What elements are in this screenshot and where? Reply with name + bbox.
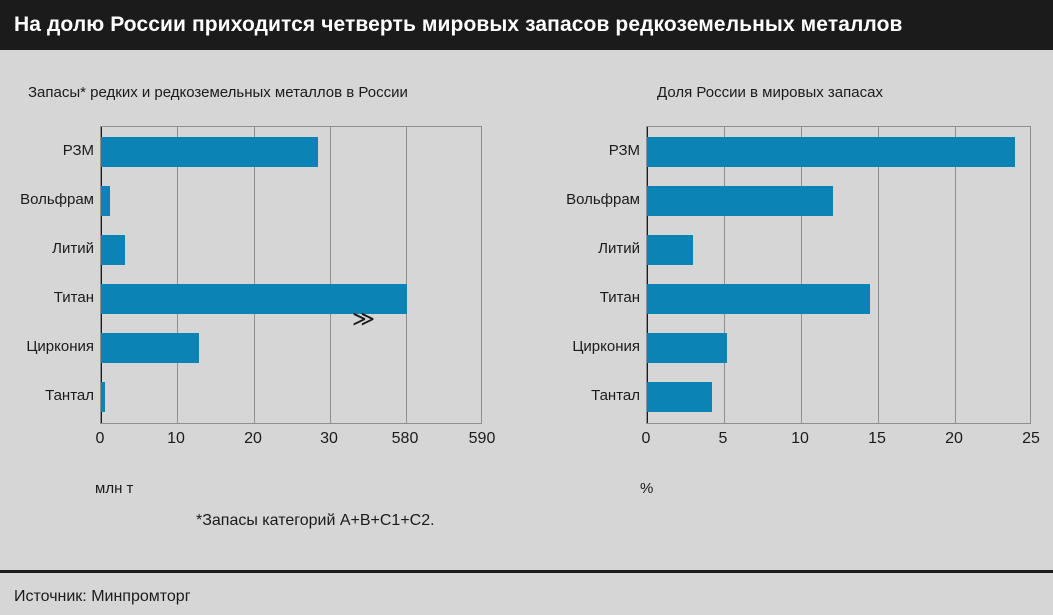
right-category-label: Тантал — [591, 387, 640, 404]
bar-volfram — [101, 186, 110, 216]
right-category-label: Циркония — [572, 338, 640, 355]
left-tick-label: 30 — [320, 430, 338, 447]
gridline — [177, 127, 178, 423]
right-value-axis — [647, 127, 648, 423]
right-category-label: РЗМ — [608, 142, 640, 159]
gridline — [878, 127, 879, 423]
left-category-label: Литий — [52, 240, 94, 257]
left-tick-label: 10 — [167, 430, 185, 447]
right-tick-label: 20 — [945, 430, 963, 447]
axis-break-icon: ≫ — [352, 306, 376, 331]
right-axis-unit: % — [640, 480, 654, 497]
right-category-label: Вольфрам — [566, 191, 640, 208]
bar-rzm — [101, 137, 318, 167]
bar-cirkonij — [647, 333, 727, 363]
left-category-label: Циркония — [26, 338, 94, 355]
left-tick-label: 590 — [468, 430, 496, 447]
left-tick-label: 580 — [391, 430, 419, 447]
right-tick-label: 25 — [1022, 430, 1040, 447]
right-category-label: Титан — [599, 289, 640, 306]
left-value-axis — [101, 127, 102, 423]
right-chart-panel — [527, 50, 1053, 570]
gridline — [724, 127, 725, 423]
left-tick-label: 20 — [244, 430, 262, 447]
bar-titan — [647, 284, 870, 314]
left-category-label: РЗМ — [62, 142, 94, 159]
bar-volfram — [647, 186, 833, 216]
bar-tantal — [647, 382, 712, 412]
right-tick-label: 0 — [641, 430, 651, 447]
gridline — [254, 127, 255, 423]
right-tick-label: 5 — [718, 430, 728, 447]
gridline — [801, 127, 802, 423]
left-category-label: Вольфрам — [20, 191, 94, 208]
bar-rzm — [647, 137, 1015, 167]
bar-litij — [101, 235, 125, 265]
right-plot-area — [646, 126, 1031, 424]
bar-cirkonij — [101, 333, 199, 363]
left-chart-panel — [0, 50, 527, 570]
source-note: Источник: Минпромторг — [14, 588, 191, 605]
right-tick-label: 10 — [791, 430, 809, 447]
page-title: На долю России приходится четверть мировых запасов редкоземельных металлов — [14, 13, 903, 36]
right-category-label: Литий — [598, 240, 640, 257]
left-plot-area — [100, 126, 482, 424]
gridline — [330, 127, 331, 423]
left-category-label: Тантал — [45, 387, 94, 404]
right-tick-label: 15 — [868, 430, 886, 447]
page-header — [0, 0, 1053, 50]
bar-litij — [647, 235, 693, 265]
left-tick-label: 0 — [95, 430, 105, 447]
footer-divider — [0, 570, 1053, 573]
left-chart-title: Запасы* редких и редкоземельных металлов в России — [28, 84, 408, 101]
gridline — [955, 127, 956, 423]
chart-footnote: *Запасы категорий A+B+C1+C2. — [196, 512, 435, 529]
left-axis-unit: млн т — [95, 480, 134, 497]
left-category-label: Титан — [53, 289, 94, 306]
left-bar-chart — [20, 126, 496, 447]
bar-tantal — [101, 382, 105, 412]
right-bar-chart — [566, 126, 1040, 447]
right-chart-title: Доля России в мировых запасах — [657, 84, 883, 101]
gridline — [406, 127, 407, 423]
